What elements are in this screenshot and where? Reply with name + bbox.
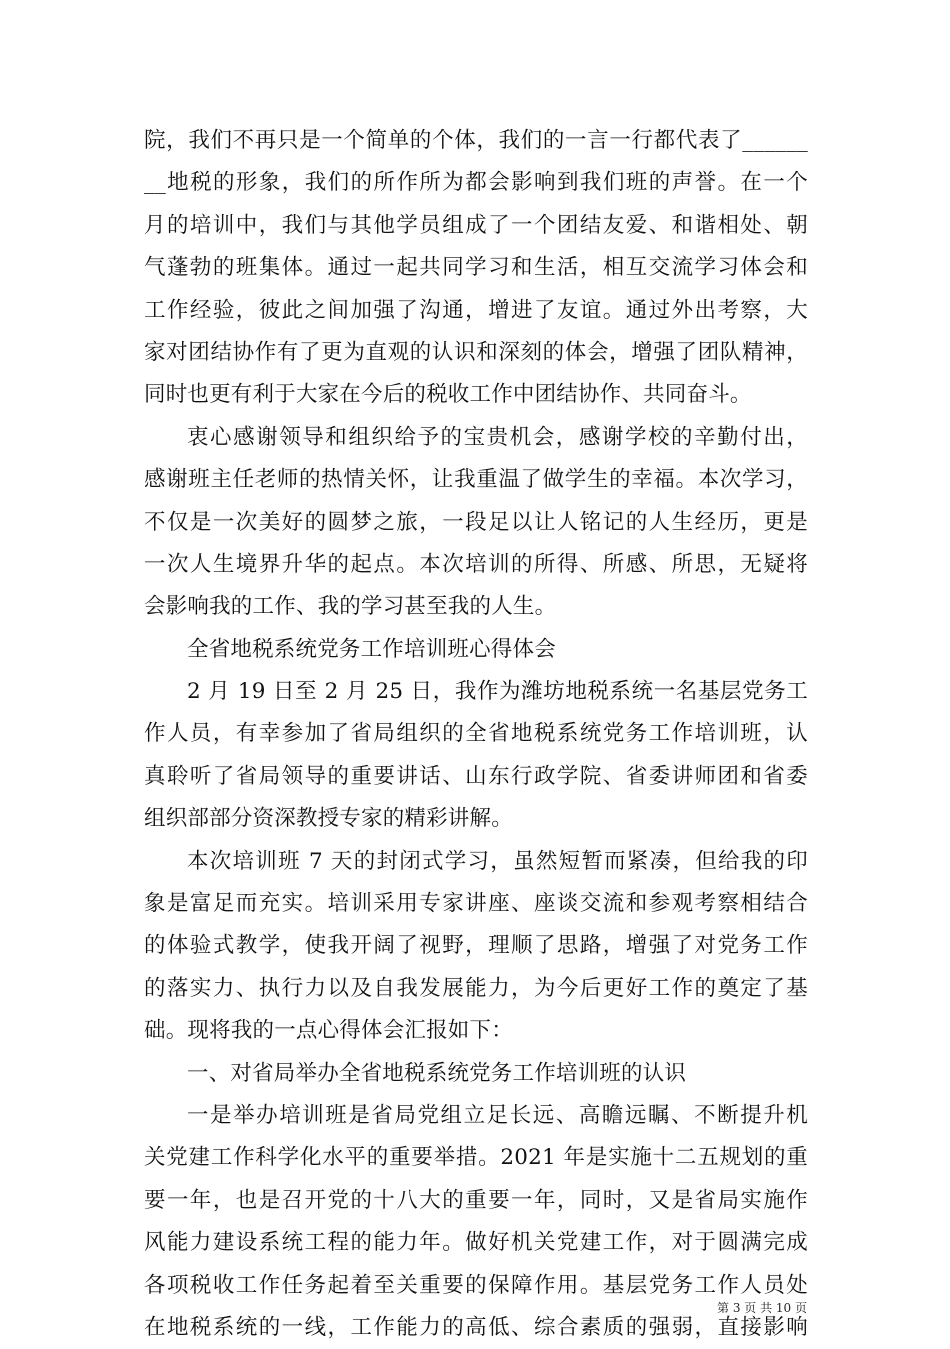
text-line: 同时也更有利于大家在今后的税收工作中团结协作、共同奋斗。 [144,382,752,408]
text-line: 全省地税系统党务工作培训班心得体会 [187,636,556,662]
document-body [144,120,808,1349]
text-line: 一、对省局举办全省地税系统党务工作培训班的认识 [187,1060,687,1086]
text-line: 不仅是一次美好的圆梦之旅，一段足以让人铭记的人生经历，更是 [144,509,808,535]
page-footer [0,1299,950,1317]
text-line: 一是举办培训班是省局党组立足长远、高瞻远瞩、不断提升机 [187,1102,808,1128]
text-line: 会影响我的工作、我的学习甚至我的人生。 [144,594,557,620]
text-line: 作人员，有幸参加了省局组织的全省地税系统党务工作培训班，认 [144,721,808,747]
text-line: __地税的形象，我们的所作所为都会影响到我们班的声誉。在一个 [144,170,808,196]
page-number: 第 3 页 共 10 页 [717,1301,807,1315]
text-line: 风能力建设系统工程的能力年。做好机关党建工作，对于圆满完成 [144,1230,808,1256]
text-line: 要一年，也是召开党的十八大的重要一年，同时，又是省局实施作 [144,1187,808,1213]
text-line: 月的培训中，我们与其他学员组成了一个团结友爱、和谐相处、朝 [144,212,808,238]
text-line: 象是富足而充实。培训采用专家讲座、座谈交流和参观考察相结合 [144,891,808,917]
text-line: 感谢班主任老师的热情关怀，让我重温了做学生的幸福。本次学习， [144,467,808,493]
text-line: 在地税系统的一线，工作能力的高低、综合素质的强弱，直接影响 [144,1314,808,1340]
text-line: 各项税收工作任务起着至关重要的保障作用。基层党务工作人员处 [144,1272,808,1298]
text-line: 本次培训班 7 天的封闭式学习，虽然短暂而紧凑，但给我的印 [187,848,808,874]
text-line: 工作经验，彼此之间加强了沟通，增进了友谊。通过外出考察，大 [144,297,808,323]
text-line: 组织部部分资深教授专家的精彩讲解。 [144,806,513,832]
text-line: 的体验式教学，使我开阔了视野，理顺了思路，增强了对党务工作 [144,933,808,959]
text-line: 一次人生境界升华的起点。本次培训的所得、所感、所思，无疑将 [144,551,808,577]
text-line: 气蓬勃的班集体。通过一起共同学习和生活，相互交流学习体会和 [144,255,808,281]
text-line: 院，我们不再只是一个简单的个体，我们的一言一行都代表了______ [144,128,808,153]
text-line: 家对团结协作有了更为直观的认识和深刻的体会，增强了团队精神， [144,339,808,365]
text-line: 真聆听了省局领导的重要讲话、山东行政学院、省委讲师团和省委 [144,763,808,789]
text-line: 2 月 19 日至 2 月 25 日，我作为潍坊地税系统一名基层党务工 [187,679,808,705]
text-line: 衷心感谢领导和组织给予的宝贵机会，感谢学校的辛勤付出， [187,424,808,450]
text-line: 关党建工作科学化水平的重要举措。2021 年是实施十二五规划的重 [144,1145,808,1171]
text-line: 的落实力、执行力以及自我发展能力，为今后更好工作的奠定了基 [144,975,808,1001]
text-line: 础。现将我的一点心得体会汇报如下： [144,1018,513,1044]
